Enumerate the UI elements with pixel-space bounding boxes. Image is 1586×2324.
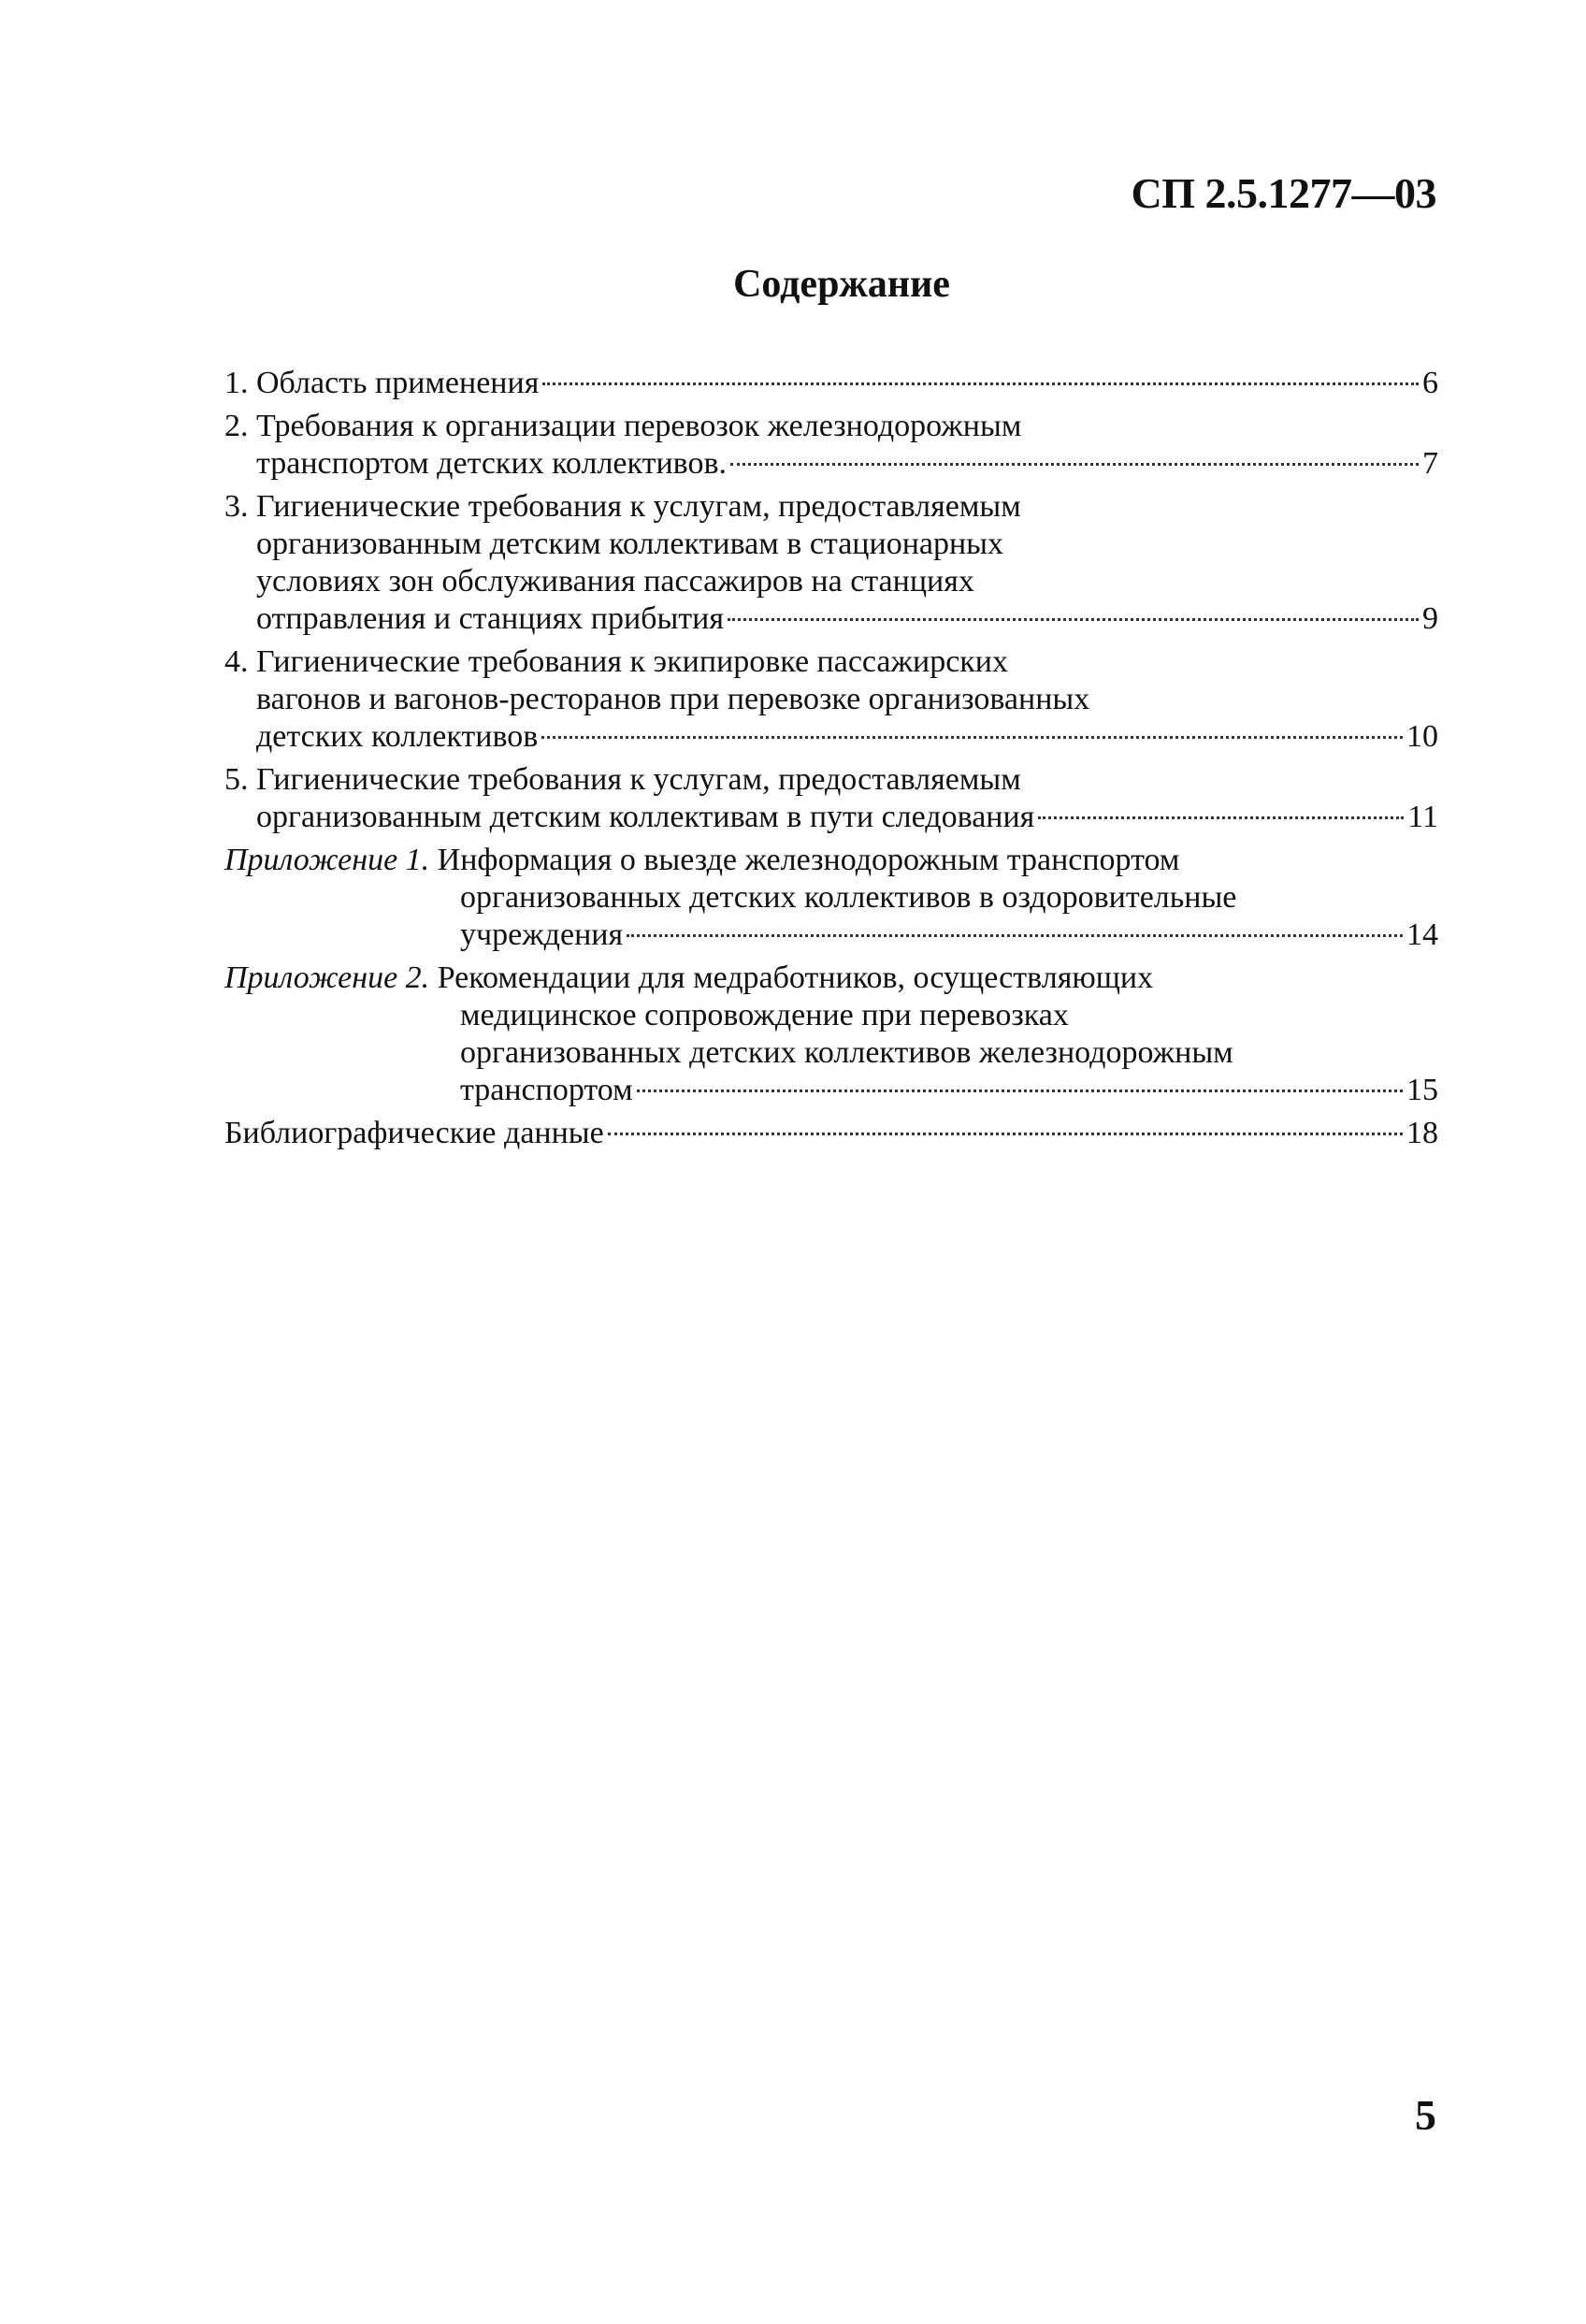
toc-entry-text: учреждения <box>460 917 624 952</box>
toc-entry-text: организованных детских коллективов в оздоровительные <box>460 880 1237 915</box>
toc-entry[interactable] <box>224 365 1438 402</box>
toc-entry-text: Библиографические данные <box>224 1116 604 1150</box>
appendix-label: Приложение 2. <box>224 960 430 995</box>
toc-page-number: 14 <box>1406 917 1438 952</box>
toc-entry[interactable] <box>224 643 1438 756</box>
toc-entry-text: транспортом <box>460 1073 633 1107</box>
toc-entry-appendix-1[interactable] <box>224 842 1438 954</box>
toc-entry-text: транспортом детских коллективов. <box>256 446 728 481</box>
toc-entry[interactable] <box>224 761 1438 836</box>
toc-entry-text: 1. Область применения <box>224 366 540 400</box>
toc-entry-text: организованным детским коллективам в пути следования <box>256 800 1035 834</box>
toc-entry-text: 5. Гигиенические требования к услугам, предоставляемым <box>224 762 1021 797</box>
toc-entry-text: детских коллективов <box>256 719 539 754</box>
dot-leader <box>728 618 1419 621</box>
toc-entry-text: вагонов и вагонов-ресторанов при перевозке организованных <box>256 682 1090 716</box>
toc-entry-appendix-2[interactable] <box>224 960 1438 1109</box>
page-number: 5 <box>1415 2091 1436 2139</box>
dot-leader <box>730 463 1419 466</box>
toc-entry[interactable] <box>224 488 1438 638</box>
dot-leader <box>627 934 1403 937</box>
toc-page-number: 9 <box>1422 601 1438 636</box>
toc-page-number: 18 <box>1406 1116 1438 1150</box>
dot-leader <box>542 383 1419 385</box>
toc-entry-text: организованным детским коллективам в стационарных <box>256 527 1004 561</box>
toc-page-number: 7 <box>1422 446 1438 481</box>
toc-entry-bibliography[interactable] <box>224 1115 1438 1152</box>
toc-page-number: 10 <box>1406 719 1438 754</box>
toc-entry-text: 2. Требования к организации перевозок железнодорожным <box>224 409 1022 443</box>
toc-entry-text: медицинское сопровождение при перевозках <box>460 998 1069 1032</box>
toc-page-number: 15 <box>1406 1073 1438 1107</box>
toc-entry-text: Рекомендации для медработников, осуществляющих <box>437 960 1154 995</box>
appendix-label: Приложение 1. <box>224 843 430 877</box>
dot-leader <box>608 1133 1403 1135</box>
toc-entry-text: организованных детских коллективов железнодорожным <box>460 1035 1233 1070</box>
dot-leader <box>1038 816 1404 819</box>
document-code: СП 2.5.1277—03 <box>1131 169 1436 217</box>
toc-entry-text: 3. Гигиенические требования к услугам, предоставляемым <box>224 489 1021 524</box>
toc-entry-text: отправления и станциях прибытия <box>256 601 724 636</box>
toc-entry-text: условиях зон обслуживания пассажиров на станциях <box>256 564 974 599</box>
dot-leader <box>637 1090 1403 1092</box>
toc-page-number: 6 <box>1422 366 1438 400</box>
toc-entry-text: 4. Гигиенические требования к экипировке пассажирских <box>224 644 1008 679</box>
table-of-contents <box>224 365 1438 1158</box>
toc-page-number: 11 <box>1407 800 1438 834</box>
dot-leader <box>541 736 1403 739</box>
toc-entry-text: Информация о выезде железнодорожным транспортом <box>437 843 1180 877</box>
toc-title: Содержание <box>733 263 950 306</box>
toc-entry[interactable] <box>224 408 1438 483</box>
